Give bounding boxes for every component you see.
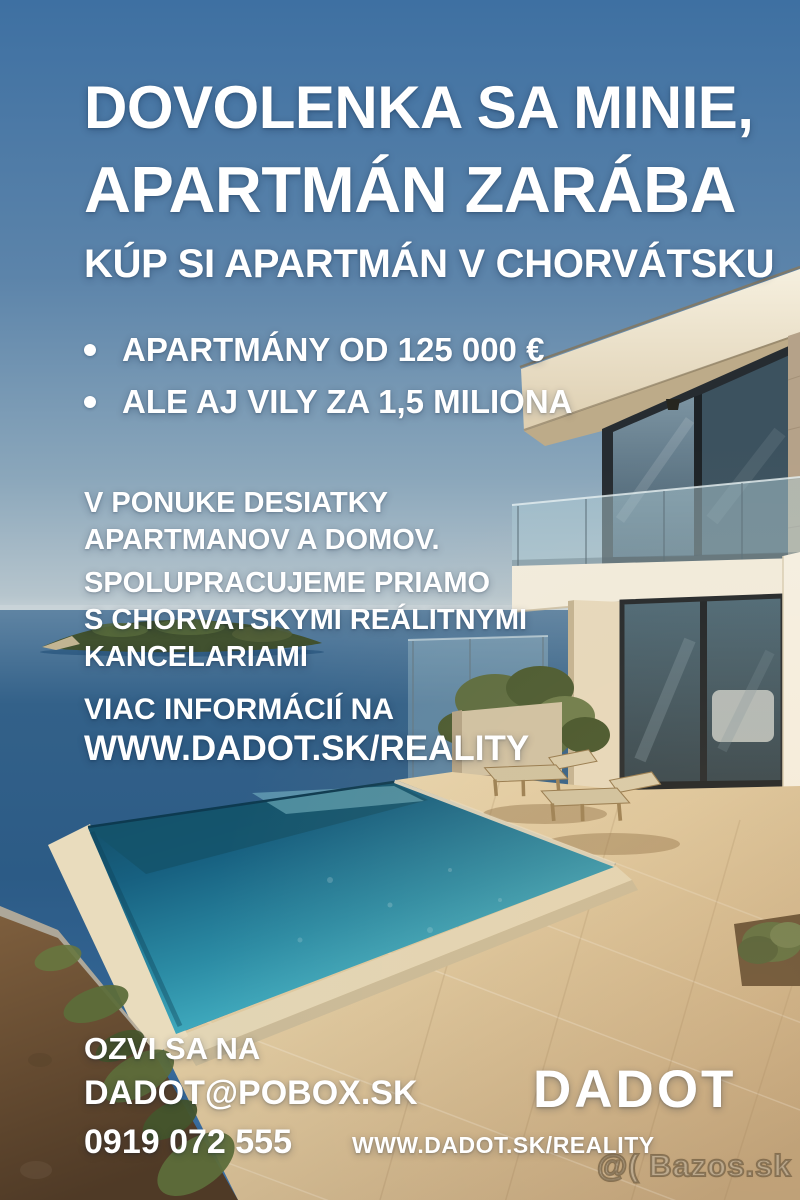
brand-logo: DADOT (533, 1060, 737, 1119)
info-url: WWW.DADOT.SK/REALITY (84, 729, 530, 768)
headline-line2: APARTMÁN ZARÁBA (84, 153, 737, 226)
bazos-watermark: @( Bazos.sk (597, 1148, 792, 1183)
info-label: VIAC INFORMÁCIÍ NA (84, 693, 394, 726)
contact-label: OZVI SA NA (84, 1031, 261, 1066)
brand-website: WWW.DADOT.SK/REALITY (352, 1132, 655, 1158)
body1-line2: APARTMANOV A DOMOV. (84, 524, 440, 556)
body1-line1: V PONUKE DESIATKY (84, 487, 389, 519)
contact-phone: 0919 072 555 (84, 1123, 292, 1161)
bullet-dot (84, 396, 96, 408)
bullet-item (84, 324, 572, 376)
bullet-text-price: APARTMÁNY OD 125 000 € (122, 330, 545, 368)
body2-line2: S CHORVATSKYMI REÁLITNYMI (84, 604, 528, 636)
ceiling-light (666, 399, 680, 410)
body-text (84, 485, 527, 676)
body2-line1: SPOLUPRACUJEME PRIAMO (84, 567, 491, 599)
body2-line3: KANCELARIAMI (84, 641, 308, 673)
bullet-text-villas: ALE AJ VILY ZA 1,5 MILIONA (122, 382, 573, 420)
bullet-item (84, 376, 572, 428)
bullet-list (84, 324, 572, 428)
subheadline: KÚP SI APARTMÁN V CHORVÁTSKU (84, 242, 775, 286)
bullet-dot (84, 344, 96, 356)
contact-email: DADOT@POBOX.SK (84, 1074, 418, 1112)
headline-line1: DOVOLENKA SA MINIE, (84, 74, 754, 141)
